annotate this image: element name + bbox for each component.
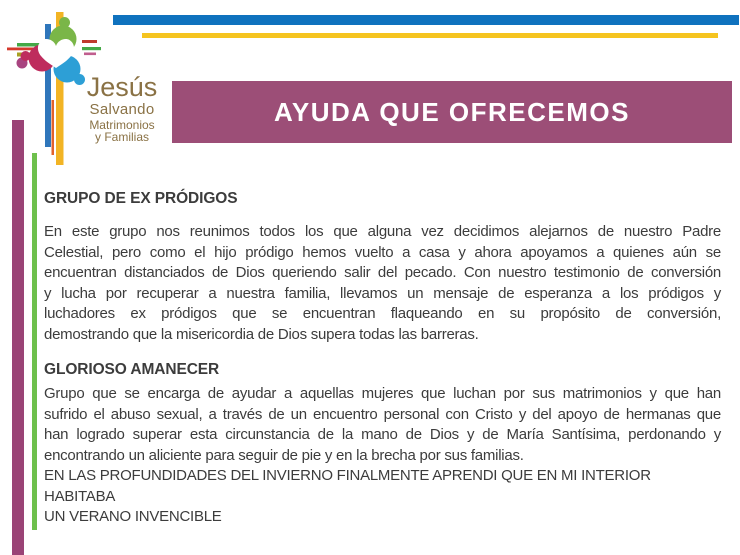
paragraph-line: Grupo que se encarga de ayudar a aquellas mujeres que luchan por sus matrimonios y que han	[44, 385, 721, 402]
logo-text-salvando: Salvando	[89, 101, 155, 118]
logo-text-matrimonios: Matrimonios	[89, 118, 155, 132]
section-heading-glorioso-amanecer: GLORIOSO AMANECER	[44, 361, 220, 378]
slide-title: AYUDA QUE OFRECEMOS	[274, 96, 630, 127]
logo-wordmark	[74, 74, 170, 144]
paragraph-line: encontrando un aliciente para seguir de pie y en la brecha por sus familias.	[44, 446, 524, 464]
logo-text-y-familias: y Familias	[94, 130, 149, 144]
title-banner	[172, 81, 732, 143]
paragraph-line: UN VERANO INVENCIBLE	[44, 508, 222, 525]
paragraph-line: Celestial, pero como el hijo pródigo hemos vuelto a casa y ahora apoyamos a quienes aún se	[44, 243, 721, 261]
left-green-line	[32, 153, 37, 530]
paragraph-line: y lucha por recuperar a nuestra familia, llevamos un mensaje de esperanza a los pródigos y	[44, 284, 721, 302]
paragraph-line: encuentran distanciados de Dios queriendo salir del pecado. Con nuestro testimonio de conversión	[44, 264, 721, 281]
section-heading-grupo-ex-prodigos: GRUPO DE EX PRÓDIGOS	[44, 190, 238, 207]
paragraph-line: demostrando que la misericordia de Dios supera todas las barreras.	[44, 325, 479, 343]
top-blue-bar	[113, 15, 739, 25]
top-yellow-bar	[142, 33, 718, 38]
paragraph-line: EN LAS PROFUNDIDADES DEL INVIERNO FINALMENTE APRENDI QUE EN MI INTERIOR HABITABA	[44, 467, 651, 505]
paragraph-line: sufrido el abuso sexual, a través de un encuentro personal con Cristo y del apoyo de hermanas que	[44, 405, 721, 423]
paragraph-line: En este grupo nos reunimos todos los que alguna vez decidimos alejarnos de nuestro Padre	[44, 223, 721, 240]
paragraph-line: luchadores ex pródigos que se encuentran flaqueando en su propósito de conversión,	[44, 305, 721, 322]
logo-text-jesus: Jesús	[86, 72, 158, 102]
left-magenta-bar	[12, 120, 24, 555]
paragraph-line: han logrado superar esta circunstancia de la mano de Dios y de María Santísima, perdonando y	[44, 426, 721, 443]
paragraph-glorioso-amanecer	[44, 384, 721, 528]
slide-body	[44, 191, 721, 528]
paragraph-grupo-ex-prodigos	[44, 222, 721, 345]
